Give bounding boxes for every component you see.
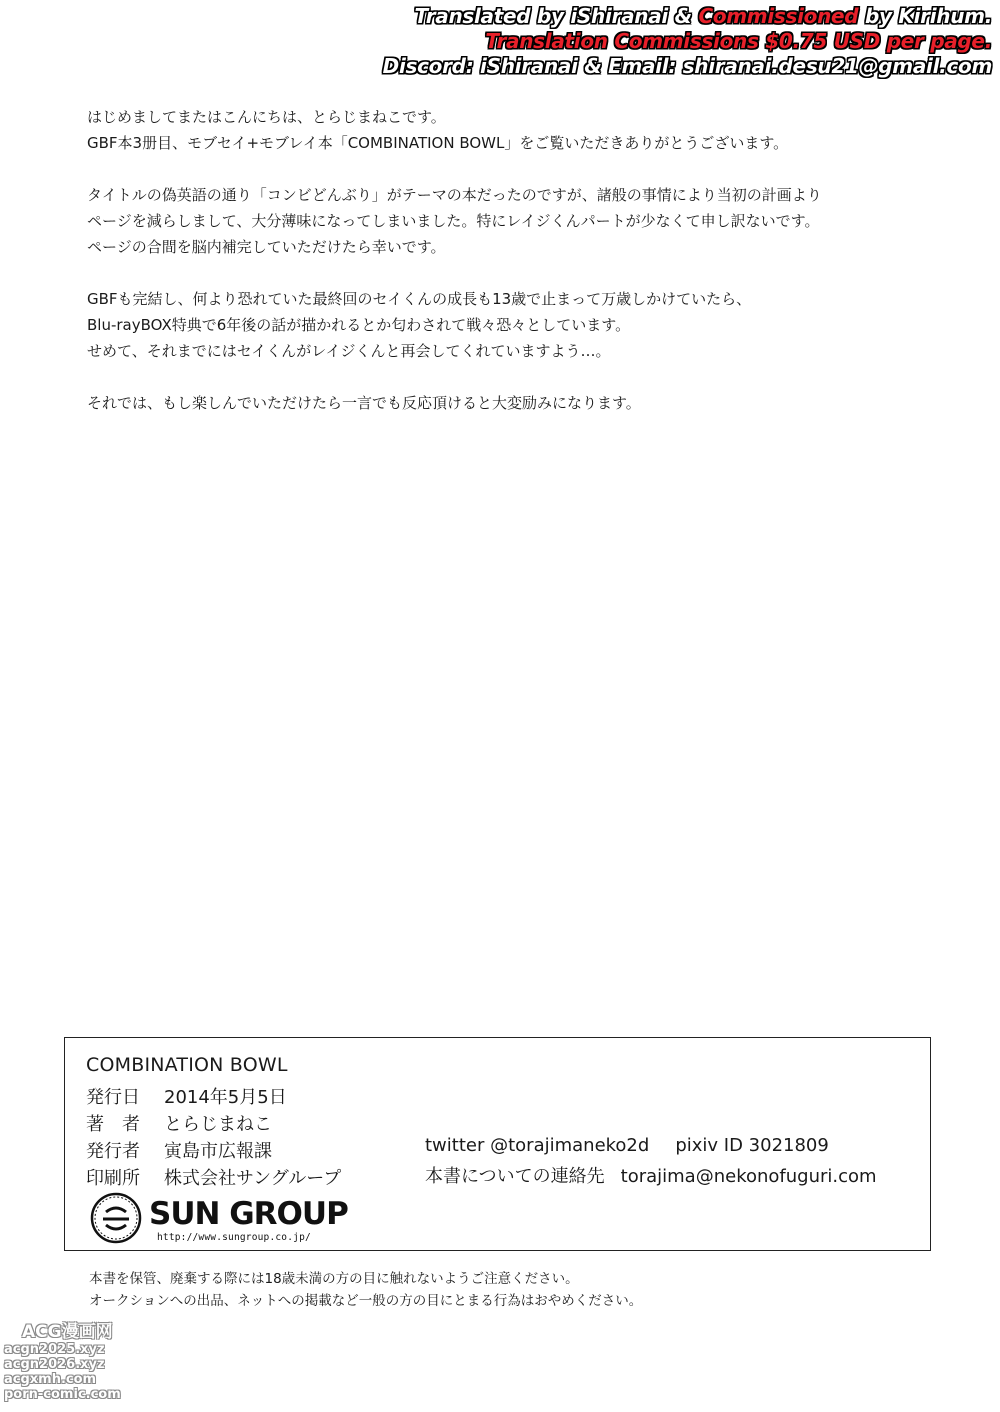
afterword-line: GBF本3册目、モブセイ+モブレイ本「COMBINATION BOWL」をご覧いただきありがとうございます。 — [87, 134, 789, 152]
credit-by-kirihum: by Kirihum. — [858, 4, 992, 28]
afterword-paragraph — [87, 286, 947, 364]
site-watermark — [4, 1322, 121, 1402]
sun-group-url: http://www.sungroup.co.jp/ — [157, 1232, 311, 1243]
afterword-line: ページの合間を脳内補完していただけたら幸いです。 — [87, 238, 446, 256]
afterword-paragraph — [87, 390, 947, 416]
afterword-paragraph — [87, 104, 947, 156]
credit-line-3: Discord: iShiranai & Email: shiranai.desu21@gmail.com — [382, 54, 992, 78]
credit-line-2: Translation Commissions $0.75 USD per page. — [485, 29, 992, 53]
colophon-label: 発行者 — [86, 1141, 140, 1162]
colophon-contact — [425, 1162, 877, 1188]
watermark-site: acgn2025.xyz — [4, 1342, 105, 1357]
colophon-social — [425, 1135, 829, 1156]
sun-group-name: SUN GROUP — [149, 1196, 348, 1232]
credit-commissioned: Commissioned — [698, 4, 859, 28]
colophon-row-printer — [86, 1164, 341, 1190]
watermark-site: acgn2026.xyz — [4, 1357, 105, 1372]
credit-line-1 — [383, 4, 992, 29]
notice-line: オークションへの出品、ネットへの掲載など一般の方の目にとまる行為はおやめください。 — [89, 1293, 643, 1309]
notice-line: 本書を保管、廃棄する際には18歳未満の方の目に触れないようご注意ください。 — [89, 1271, 579, 1287]
sun-group-logo — [89, 1192, 359, 1246]
credit-translated-by: Translated by iShiranai & — [414, 4, 699, 28]
afterword-line: せめて、それまでにはセイくんがレイジくんと再会してくれていますよう…。 — [87, 342, 611, 360]
colophon-value: 寅島市広報課 — [164, 1141, 272, 1162]
colophon-title: COMBINATION BOWL — [86, 1054, 288, 1076]
twitter-handle: twitter @torajimaneko2d — [425, 1135, 650, 1156]
contact-label: 本書についての連絡先 — [425, 1166, 605, 1187]
colophon-label: 印刷所 — [86, 1168, 140, 1189]
sun-group-emblem-icon — [89, 1192, 143, 1244]
afterword-paragraph — [87, 182, 947, 260]
afterword-line: GBFも完結し、何より恐れていた最終回のセイくんの成長も13歳で止まって万歳しかけていたら、 — [87, 290, 752, 308]
afterword — [87, 104, 947, 442]
pixiv-id: pixiv ID 3021809 — [675, 1135, 829, 1156]
colophon-value: 2014年5月5日 — [164, 1087, 287, 1108]
afterword-line: それでは、もし楽しんでいただけたら一言でも反応頂けると大変励みになります。 — [87, 394, 641, 412]
colophon-value: とらじまねこ — [164, 1114, 272, 1135]
colophon-row-publish-date — [86, 1083, 287, 1109]
age-notice — [89, 1268, 642, 1312]
translator-credits — [383, 4, 992, 79]
contact-email: torajima@nekonofuguri.com — [620, 1166, 877, 1187]
watermark-brand: ACG漫画网 — [22, 1322, 113, 1342]
afterword-line: ページを減らしまして、大分薄味になってしまいました。特にレイジくんパートが少なくて申し訳ないです。 — [87, 212, 820, 230]
colophon-label: 発行日 — [86, 1087, 140, 1108]
colophon-row-publisher — [86, 1137, 272, 1163]
colophon-box — [64, 1037, 931, 1251]
watermark-site: acgxmh.com — [4, 1372, 97, 1387]
watermark-site: porn-comic.com — [4, 1387, 121, 1402]
colophon-value: 株式会社サングループ — [164, 1168, 342, 1189]
afterword-line: はじめましてまたはこんにちは、とらじまねこです。 — [87, 108, 446, 126]
colophon-row-author — [86, 1110, 272, 1136]
colophon-label: 著 者 — [86, 1114, 140, 1135]
afterword-line: タイトルの偽英語の通り「コンビどんぶり」がテーマの本だったのですが、諸般の事情により当初の計画より — [87, 186, 822, 204]
afterword-line: Blu-rayBOX特典で6年後の話が描かれるとか匂わされて戦々恐々としています。 — [87, 316, 631, 334]
